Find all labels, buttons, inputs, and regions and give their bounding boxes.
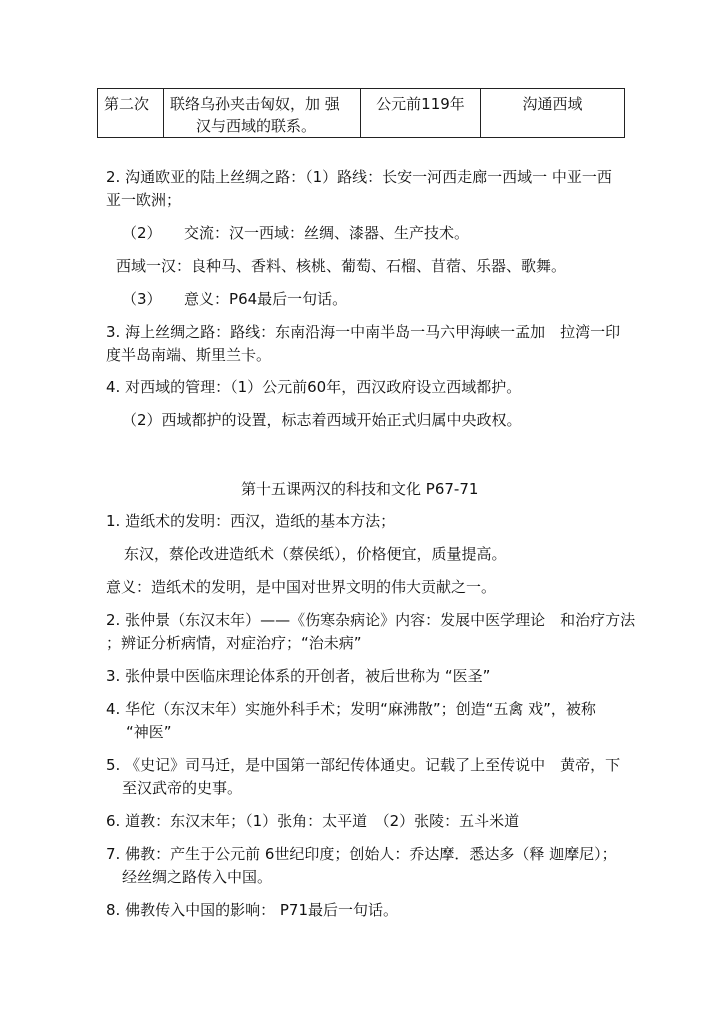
text-line: 1. 造纸术的发明：西汉，造纸的基本方法； xyxy=(106,512,396,530)
text-line: 4. 华佗（东汉末年）实施外科手术；发明“麻沸散”；创造“五禽 戏”，被称 xyxy=(106,700,596,718)
text-line: 7. 佛教：产生于公元前 6世纪印度；创始人：乔达摩．悉达多（释 迦摩尼）； xyxy=(106,845,617,863)
text-line: 经丝绸之路传入中国。 xyxy=(122,868,273,886)
text-line: 西域一汉：良种马、香料、核桃、葡萄、石榴、苜蓿、乐器、歌舞。 xyxy=(116,257,567,275)
text-line: 8. 佛教传入中国的影响： P71最后一句话。 xyxy=(106,901,398,919)
text-line: 2. 张仲景（东汉末年）——《伤寒杂病论》内容：发展中医学理论 和治疗方法 xyxy=(106,611,636,629)
text-line: （2）西域都护的设置，标志着西域开始正式归属中央政权。 xyxy=(122,411,522,429)
history-table xyxy=(97,88,625,138)
table-cell-order: 第二次 xyxy=(98,89,164,138)
table-cell-purpose-line2: 汉与西域的联系。 xyxy=(196,117,317,135)
text-line: “神医” xyxy=(126,723,172,741)
table-row xyxy=(98,89,625,138)
table-cell-date: 公元前119年 xyxy=(361,89,481,138)
lesson-title: 第十五课两汉的科技和文化 P67-71 xyxy=(241,480,479,498)
text-line: 5. 《史记》司马迁，是中国第一部纪传体通史。记载了上至传说中 黄帝，下 xyxy=(106,756,621,774)
table-cell-purpose xyxy=(164,89,361,138)
text-line: 3. 海上丝绸之路：路线：东南沿海一中南半岛一马六甲海峡一孟加 拉湾一印 xyxy=(106,323,621,341)
text-line: ；辨证分析病情，对症治疗；“治未病” xyxy=(106,634,362,652)
text-line: （3） 意义：P64最后一句话。 xyxy=(122,290,348,308)
text-line: 6. 道教：东汉末年；（1）张角：太平道 （2）张陵：五斗米道 xyxy=(106,812,520,830)
text-line: （2） 交流：汉一西域：丝绸、漆器、生产技术。 xyxy=(122,224,470,242)
text-line: 4. 对西域的管理：（1）公元前60年，西汉政府设立西域都护。 xyxy=(106,378,522,396)
text-line: 3. 张仲景中医临床理论体系的开创者，被后世称为 “医圣” xyxy=(106,667,491,685)
text-line: 度半岛南端、斯里兰卡。 xyxy=(106,346,272,364)
text-line: 至汉武帝的史事。 xyxy=(122,779,243,797)
table-cell-result: 沟通西域 xyxy=(481,89,625,138)
text-line: 亚一欧洲； xyxy=(106,191,182,209)
text-line: 2. 沟通欧亚的陆上丝绸之路：（1）路线：长安一河西走廊一西域一 中亚一西 xyxy=(106,168,612,186)
table-cell-purpose-line1: 联络乌孙夹击匈奴，加 强 xyxy=(170,95,340,113)
text-line: 意义：造纸术的发明，是中国对世界文明的伟大贡献之一。 xyxy=(106,578,497,596)
text-line: 东汉，蔡伦改进造纸术（蔡侯纸），价格便宜，质量提高。 xyxy=(124,545,507,563)
